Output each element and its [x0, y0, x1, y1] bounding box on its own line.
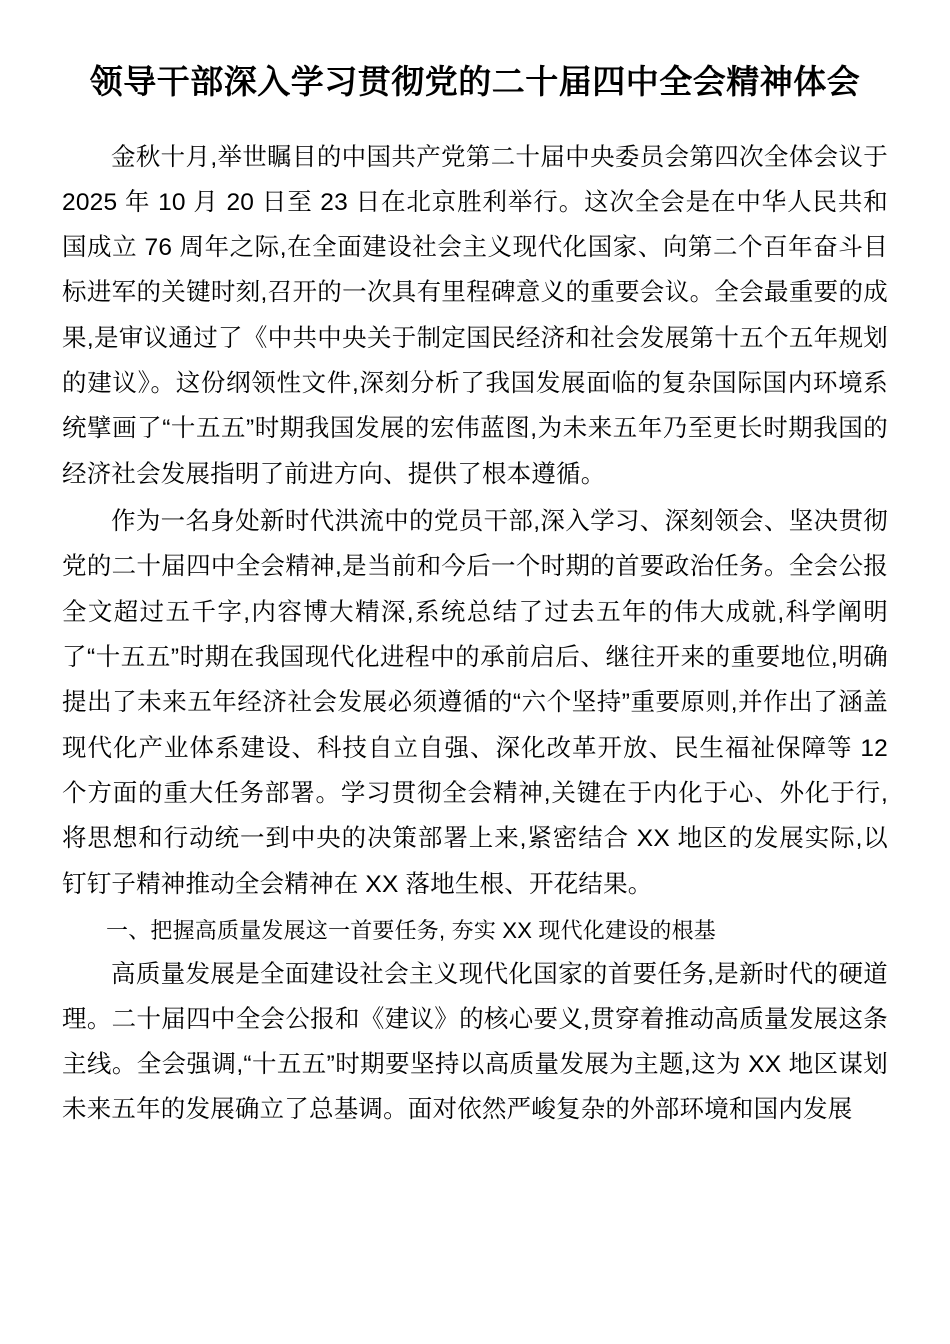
page-title: 领导干部深入学习贯彻党的二十届四中全会精神体会	[89, 63, 861, 100]
paragraph-2: 作为一名身处新时代洪流中的党员干部,深入学习、深刻领会、坚决贯彻党的二十届四中全会精神,是当前和今后一个时期的首要政治任务。全会公报全文超过五千字,内容博大精深,系统总结了过去五年的伟大成就,科学阐明了“十五五”时期在我国现代化进程中的承前启后、继往开来的重要地位,明确提出了未来五年经济社会发展必须遵循的“六个坚持”重要原则,并作出了涵盖现代化产业体系建设、科技自立自强、深化改革开放、民生福祉保障等 12 个方面的重大任务部署。学习贯彻全会精神,关键在于内化于心、外化于行,将思想和行动统一到中央的决策部署上来,紧密结合 XX 地区的发展实际,以钉钉子精神推动全会精神在 XX 落地生根、开花结果。	[62, 508, 888, 898]
section-heading-1: 一、把握高质量发展这一首要任务, 夯实 XX 现代化建设的根基	[106, 917, 716, 943]
paragraph-3: 高质量发展是全面建设社会主义现代化国家的首要任务,是新时代的硬道理。二十届四中全会公报和《建议》的核心要义,贯穿着推动高质量发展这条主线。全会强调,“十五五”时期要坚持以高质量发展为主题,这为 XX 地区谋划未来五年的发展确立了总基调。面对依然严峻复杂的外部环境和国内发展	[62, 960, 888, 1124]
paragraph-1: 金秋十月,举世瞩目的中国共产党第二十届中央委员会第四次全体会议于 2025 年 10 月 20 日至 23 日在北京胜利举行。这次全会是在中华人民共和国成立 76 周年之际,在全面建设社会主义现代化国家、向第二个百年奋斗目标进军的关键时刻,召开的一次具有里程碑意义的重要会议。全会最重要的成果,是审议通过了《中共中央关于制定国民经济和社会发展第十五个五年规划的建议》。这份纲领性文件,深刻分析了我国发展面临的复杂国际国内环境系统擘画了“十五五”时期我国发展的宏伟蓝图,为未来五年乃至更长时期我国的经济社会发展指明了前进方向、提供了根本遵循。	[62, 143, 888, 488]
